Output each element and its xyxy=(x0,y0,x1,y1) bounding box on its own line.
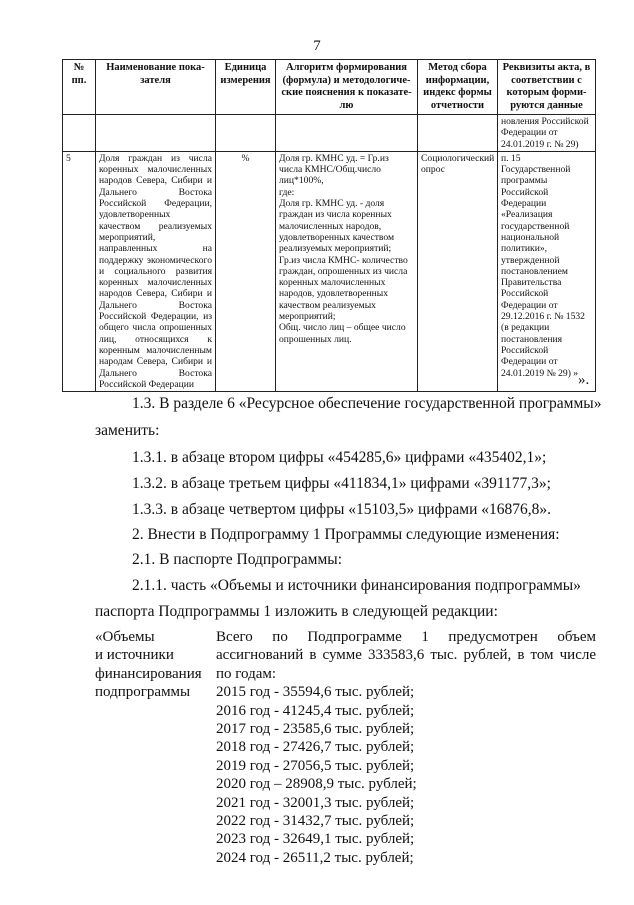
paragraph: 2. Внести в Подпрограмму 1 Программы следующие изменения: xyxy=(132,526,560,543)
table-cell xyxy=(418,115,498,152)
table-cell xyxy=(63,115,96,152)
funding-year-line: 2015 год - 35594,6 тыс. рублей; xyxy=(216,684,415,701)
row-indicator-name: Доля граждан из числа коренных малочисленных народов Севера, Сибири и Дальнего Востока Российской Федерации, удовлетворенных качеством реализуемых мероприятий, направленных на поддержку экономического и социального развития коренных малочисленных народов Севера, Сибири и Дальнего Востока Российской Федерации, из общего числа опрошенных лиц, относящихся к коренным малочисленным народам Севера, Сибири и Дальнего Востока Российской Федерации xyxy=(96,151,216,391)
header-unit: Единица измерения xyxy=(216,60,276,115)
funding-year-line: 2018 год - 27426,7 тыс. рублей; xyxy=(216,739,415,756)
funding-year-line: 2022 год - 31432,7 тыс. рублей; xyxy=(216,813,415,830)
funding-year-line: 2019 год - 27056,5 тыс. рублей; xyxy=(216,757,415,774)
funding-year-line: 2021 год - 32001,3 тыс. рублей; xyxy=(216,794,415,811)
indicator-table xyxy=(62,59,596,392)
funding-year-line: 2017 год - 23585,6 тыс. рублей; xyxy=(216,721,415,738)
row-act-details: п. 15 Государственной программы Российской Федерации «Реализация государственной национальной политики», утвержденной постановлением Правительства Российской Федерации от 29.12.2016 г. № 1532 (в редакции постановления Российской Федерации от 24.01.2019 № 29) » xyxy=(498,151,596,391)
page-number: 7 xyxy=(313,38,321,54)
row-number: 5 xyxy=(63,151,96,391)
funding-year-line: 2024 год - 26511,2 тыс. рублей; xyxy=(216,849,414,866)
row-algorithm: Доля гр. КМНС уд. = Гр.из числа КМНС/Общ.число лиц*100%, где: Доля гр. КМНС уд. - доля граждан из числа коренных малочисленных народов, удовлетворенных качеством реализуемых мероприятий; Гр.из числа КМНС- количество граждан, опрошенных из числа коренных малочисленных народов, удовлетворенных качеством реализуемых мероприятий; Общ. число лиц – общее число опрошенных лиц. xyxy=(276,151,418,391)
closing-quote: ». xyxy=(578,372,590,388)
funding-year-line: 2023 год - 32649,1 тыс. рублей; xyxy=(216,831,415,848)
table-cell xyxy=(96,115,216,152)
header-method: Метод сбора информации, индекс формы отчетности xyxy=(418,60,498,115)
funding-year-line: 2020 год – 28908,9 тыс. рублей; xyxy=(216,776,417,793)
funding-details xyxy=(216,628,596,867)
paragraph: 2.1.1. часть «Объемы и источники финансирования подпрограммы» xyxy=(132,577,581,594)
header-indicator-name: Наименование пока- зателя xyxy=(96,60,216,115)
paragraph: 1.3. В разделе 6 «Ресурсное обеспечение государственной программы» xyxy=(132,395,602,412)
table-cell xyxy=(216,115,276,152)
funding-intro: Всего по Подпрограмме 1 предусмотрен объем ассигнований в сумме 333583,6 тыс. рублей, в том числе по годам: xyxy=(216,629,596,682)
table-row xyxy=(63,151,596,391)
continuation-act-cell: новления Российской Федерации от 24.01.2019 г. № 29) xyxy=(498,115,596,152)
row-unit: % xyxy=(216,151,276,391)
header-act-details: Реквизиты акта, в соответствии с которым форми- руются данные xyxy=(498,60,596,115)
header-number: № пп. xyxy=(63,60,96,115)
table-cell xyxy=(276,115,418,152)
paragraph: 2.1. В паспорте Подпрограммы: xyxy=(132,551,343,568)
continuation-row xyxy=(63,115,596,152)
table-header-row xyxy=(63,60,596,115)
paragraph: заменить: xyxy=(95,422,160,439)
paragraph: 1.3.3. в абзаце четвертом цифры «15103,5» цифрами «16876,8». xyxy=(132,501,551,518)
row-method: Социологический опрос xyxy=(418,151,498,391)
funding-year-line: 2016 год - 41245,4 тыс. рублей; xyxy=(216,702,415,719)
paragraph: паспорта Подпрограммы 1 изложить в следующей редакции: xyxy=(95,603,498,620)
header-algorithm: Алгоритм формирования (формула) и методологиче- ские пояснения к показате- лю xyxy=(276,60,418,115)
paragraph: 1.3.2. в абзаце третьем цифры «411834,1» цифрами «391177,3»; xyxy=(132,475,551,492)
paragraph: 1.3.1. в абзаце втором цифры «454285,6» цифрами «435402,1»; xyxy=(132,449,547,466)
funding-label: «Объемы и источники финансирования подпрограммы xyxy=(95,629,202,701)
